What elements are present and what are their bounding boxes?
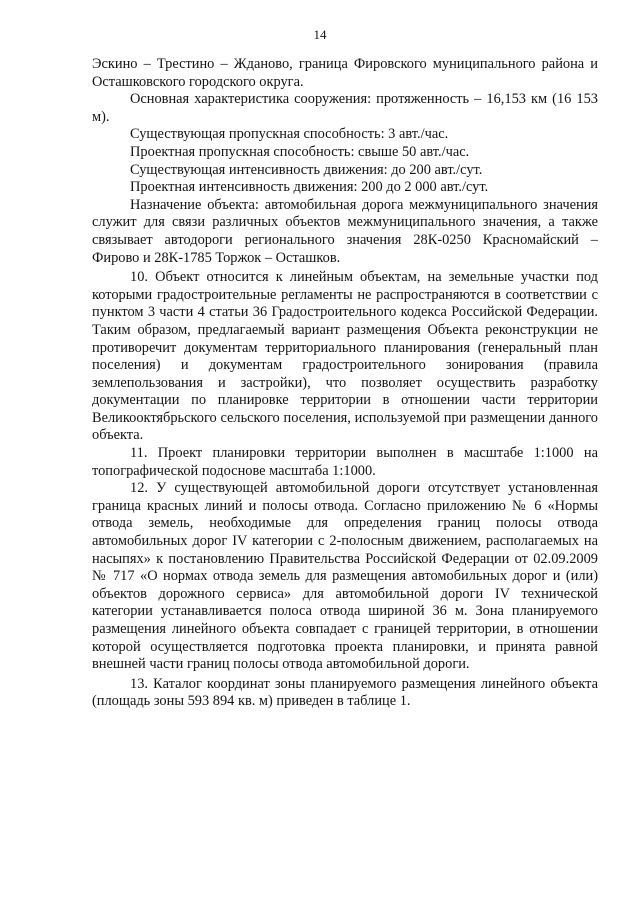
paragraph-design-intensity: Проектная интенсивность движения: 200 до 2 000 авт./сут. xyxy=(130,179,489,196)
paragraph-existing-intensity: Существующая интенсивность движения: до 200 авт./сут. xyxy=(130,161,483,178)
paragraph-length: Основная характеристика сооружения: протяженность – 16,153 км (16 153 м). xyxy=(92,91,598,125)
document-body xyxy=(92,56,598,711)
paragraph-route-end: Эскино – Трестино – Жданово, граница Фировского муниципального района и Осташковского городского округа. xyxy=(92,56,598,90)
paragraph-design-capacity: Проектная пропускная способность: свыше 50 авт./час. xyxy=(130,143,470,160)
paragraph-purpose: Назначение объекта: автомобильная дорога межмуниципального значения служит для связи различных объектов межмуниципального значения, а также связывает автодороги регионального значения 28К-0250 Красномайский – Фирово и 28К-1785 Торжок – Осташков. xyxy=(92,196,598,266)
page-number: 14 xyxy=(313,27,327,42)
paragraph-existing-capacity: Существующая пропускная способность: 3 авт./час. xyxy=(130,126,449,143)
paragraph-item-10: 10. Объект относится к линейным объектам, на земельные участки под которыми градостроительные регламенты не распространяются в соответствии с пунктом 3 части 4 статьи 36 Градостроительного кодекса Российской Федерации. Таким образом, предлагаемый вариант размещения Объекта реконструкции не противоречит документам территориального планирования (генеральный план поселения) и документам градостроительного зонирования (правила землепользования и застройки), что позволяет осуществить разработку документации по планировке территории в отношении части территории Великооктябрьского сельского поселения, используемой при размещении данного объекта. xyxy=(92,269,598,444)
paragraph-item-11: 11. Проект планировки территории выполнен в масштабе 1:1000 на топографической подоснове масштаба 1:1000. xyxy=(92,445,598,479)
paragraph-item-13: 13. Каталог координат зоны планируемого размещения линейного объекта (площадь зоны 593 894 кв. м) приведен в таблице 1. xyxy=(92,675,598,710)
paragraph-item-12: 12. У существующей автомобильной дороги отсутствует установленная граница красных линий и полосы отвода. Согласно приложению № 6 «Нормы отвода земель, необходимые для определения границ полосы отвода автомобильных дорог IV категории с 2-полосным движением, располагаемых на насыпях» к постановлению Правительства Российской Федерации от 02.09.2009 № 717 «О нормах отвода земель для размещения автомобильных дорог и (или) объектов дорожного сервиса» для автомобильной дороги IV технической категории устанавливается полоса отвода шириной 36 м. Зона планируемого размещения линейного объекта совпадает с границей территории, в отношении которой осуществляется подготовка проекта планировки, и принята равной внешней части границ полосы отвода автомобильной дороги. xyxy=(92,480,598,673)
